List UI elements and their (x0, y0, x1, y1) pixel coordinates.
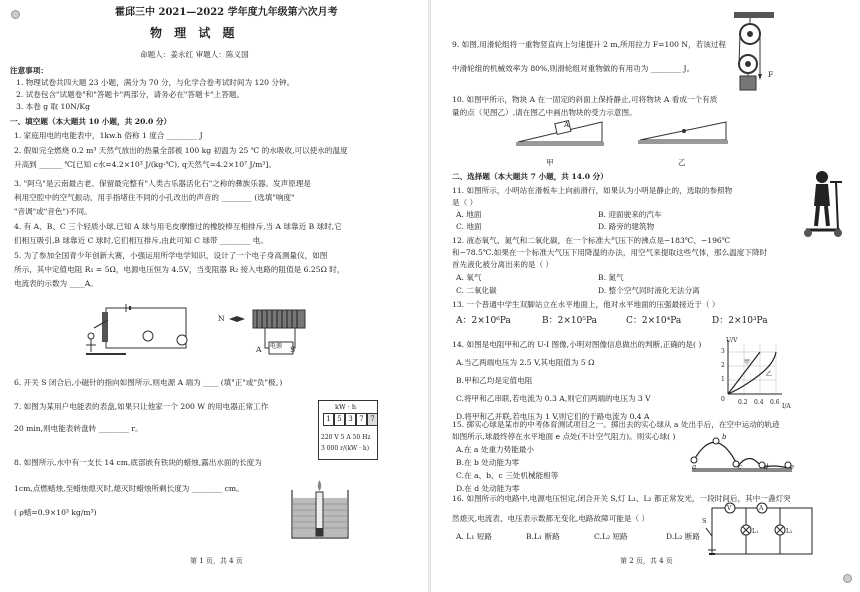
graph-y-label: U/V (726, 337, 738, 344)
meter-spec-voltage: 220 V 5 A 50 Hz (321, 434, 371, 441)
option-d: D.在 d 处动能为零 (456, 484, 520, 493)
note-line: 2. 试卷包含"试题卷"和"答题卡"两部分，请务必在"答题卡"上答题。 (16, 90, 245, 99)
option-d: D.L₂ 断路 (666, 532, 700, 541)
option-b: B. 迎面驶来的汽车 (598, 210, 662, 219)
question-7-line: 20 min,则电能表转盘转 ________ r。 (14, 424, 143, 433)
option-d: D：2×10³Pa (712, 316, 768, 326)
question-5-line: 电流表的示数为 ____A。 (14, 279, 98, 288)
height-meter-circuit-figure (86, 300, 196, 360)
series-label-yi: 乙 (766, 371, 773, 378)
exam-title: 霍邱三中 2021—2022 学年度九年级第六次月考 (115, 7, 338, 18)
option-c: C. 二氧化碳 (456, 286, 497, 295)
figure-label-jia: 甲 (546, 158, 554, 167)
question-3-line: 利用空腔中的空气振动，用手指堵住不同的小孔改出的声音的 ________ (选填"响度" (14, 193, 295, 202)
question-5-line: 5. 为了参加全国青少年创新大赛，小强运用所学电学知识，设计了一个电子身高测量仪，如图 (14, 251, 328, 260)
question-11-line: 11. 如图所示，小明站在滑板车上向前滑行，如果认为小明是静止的，选取的参照物 (452, 186, 733, 195)
question-16-line: 然熄灭,电流表、电压表示数都无变化,电路故障可能是（ ） (452, 514, 650, 523)
note-line: 3. 本卷 g 取 10N/Kg (16, 102, 90, 111)
block-a-label: A (564, 121, 570, 129)
option-b: B.甲和乙均是定值电阻 (456, 376, 533, 385)
question-1: 1. 家庭用电的电能表中，1kw.h 俗称 1 度合 ________ J (14, 131, 203, 140)
option-a: A.在 a 处重力势能最小 (456, 445, 535, 454)
ball-trajectory-figure (688, 430, 798, 476)
meter-digit: 1 (323, 413, 334, 426)
option-c: C：2×10⁴Pa (626, 316, 682, 326)
option-c: C.将甲和乙串联,若电流为 0.3 A,则它们两端的电压为 3 V (456, 394, 651, 403)
question-16-line: 16. 如图所示的电路中,电源电压恒定,闭合开关 S,灯 L₁、L₂ 都正常发光，一段时间后，其中一盏灯突 (452, 494, 791, 503)
question-15-line: 如图所示,球最终停在水平地面 e 点处(不计空气阻力)。则实心球( ) (452, 432, 676, 441)
option-b: B.在 b 处动能为零 (456, 458, 520, 467)
ammeter-label: A (759, 505, 764, 512)
track-label-e: e (790, 463, 795, 471)
graph-x-label: I/A (782, 403, 791, 410)
question-13: 13. 一个普通中学生双脚站立在水平地面上，他对水平地面的压强最接近于（ ） (452, 300, 720, 309)
question-8-line: ( ρ蜡=0.9×10³ kg/m³) (14, 508, 97, 517)
force-f-label: F (768, 70, 774, 79)
exam-page-2 (430, 0, 860, 592)
meter-unit: kW · h (335, 403, 357, 411)
meter-digit: 3 (345, 413, 356, 426)
option-a: A. L₁ 短路 (456, 532, 492, 541)
magnet-a-label: A (256, 345, 262, 354)
page-footer: 第 2 页，共 4 页 (620, 557, 673, 565)
meter-digit: 5 (334, 413, 345, 426)
question-14: 14. 如图是电阻甲和乙的 U-I 图像,小明对图像信息做出的判断,正确的是( ) (452, 340, 702, 349)
section-heading: 一、填空题（本大题共 10 小题，共 20.0 分） (10, 117, 172, 126)
question-12-line: 首先液化被分离出来的是（ ） (452, 260, 554, 269)
question-15-line: 15. 掷实心球是某市的中考体育测试项目之一。掷出去的实心球从 a 处出手后，在空中运动的轨迹 (452, 420, 780, 429)
pulley-system-figure (734, 12, 778, 96)
incline-yi-figure (638, 118, 730, 146)
magnet-n-label: N (218, 314, 225, 323)
question-8-line: 8. 如图所示,水中有一支长 14 cm,底部嵌有铁块的蜡烛,露出水面的长度为 (14, 458, 262, 467)
option-c: C.在 a、b、c 三处机械能相等 (456, 471, 559, 480)
meter-digit: 7 (367, 413, 378, 426)
option-b: B：2×10⁵Pa (542, 316, 597, 326)
graph-x-tick: 0.2 (738, 399, 748, 406)
question-3-line: "音调"或"音色")不同。 (14, 207, 92, 216)
lamp-l2-label: L₂ (786, 528, 793, 535)
candle-water-figure (290, 476, 350, 540)
question-11-line: 是（ ） (452, 198, 478, 207)
track-label-d: d (764, 463, 769, 471)
question-8-line: 1cm,点燃蜡烛,至蜡烛熄灭时,熄灭时蜡烛所剩长度为 ________ cm。 (14, 484, 244, 493)
option-d: D.将甲和乙并联,若电压为 1 V,则它们的干路电流为 0.4 A (456, 412, 650, 421)
graph-y-tick: 3 (721, 348, 725, 355)
track-label-c: c (738, 463, 742, 471)
lamp-l1-label: L₁ (752, 528, 759, 535)
question-2-line: 升高到 ______ ℃[已知 c水=4.2×10³ J/(kg·℃), q天然气=4.2×10⁷ J/m³]。 (14, 160, 276, 169)
option-d: D. 路旁的建筑物 (598, 222, 655, 231)
scooter-rider-figure (800, 168, 846, 238)
power-source-label: 电源 (270, 343, 283, 350)
option-b: B. 氮气 (598, 273, 624, 282)
graph-x-tick: 0.4 (754, 399, 764, 406)
question-4-line: 4. 有 A、B、C 三个轻质小球,已知 A 球与用毛皮摩擦过的橡胶棒互相排斥,当 A 球靠近 B 球时,它 (14, 222, 342, 231)
track-label-b: b (722, 433, 727, 441)
option-a: A. 地面 (456, 210, 482, 219)
meter-digits (323, 413, 378, 426)
graph-x-tick: 0.6 (770, 399, 780, 406)
question-10-line: 10. 如图甲所示，物块 A 在一固定的斜面上保持静止,可将物块 A 看成一个有质 (452, 95, 718, 104)
graph-origin: 0 (721, 396, 725, 403)
question-9-line: 中滑轮组的机械效率为 80%,则滑轮组对重物做的有用功为 ________ J。 (452, 64, 695, 73)
meter-spec-revs: 3 000 r/(kW · h) (321, 445, 370, 452)
question-9-line: 9. 如图,用滑轮组将一重物竖直向上匀速提升 2 m,所用拉力 F=100 N，若该过程 (452, 40, 726, 49)
figure-label-yi: 乙 (678, 158, 686, 167)
option-a: A.当乙两端电压为 2.5 V,其电阻值为 5 Ω (456, 358, 595, 367)
question-5-line: 所示，其中定值电阻 R₁ = 5Ω，电源电压恒为 4.5V，当变阻器 R₂ 接入电路的阻值是 6.25Ω 时， (14, 265, 345, 274)
exam-authors: 命题人：姜永红 审题人：陈义国 (140, 50, 249, 59)
option-a: A. 氧气 (456, 273, 482, 282)
notes-heading: 注意事项： (10, 66, 48, 75)
option-a: A：2×10⁶Pa (456, 316, 511, 326)
option-c: C.L₂ 短路 (594, 532, 628, 541)
electromagnet-figure (225, 306, 315, 361)
question-3-line: 3. "阿乌"是云南最古老、保留最完整有"人类古乐器活化石"之称的彝族乐器。发声原理是 (14, 179, 312, 188)
series-label-jia: 甲 (744, 359, 751, 366)
option-b: B.L₁ 断路 (526, 532, 560, 541)
question-2-line: 2. 假如完全燃烧 0.2 m³ 天然气放出的热量全部被 100 kg 初温为 25 ℃ 的水吸收,可以使水的温度 (14, 146, 348, 155)
meter-digit: 7 (356, 413, 367, 426)
graph-y-tick: 1 (721, 376, 725, 383)
voltmeter-label: V (727, 505, 732, 512)
section-heading: 二、选择题（本大题共 7 小题，共 14.0 分） (452, 172, 608, 181)
page-footer: 第 1 页，共 4 页 (190, 557, 243, 565)
graph-y-tick: 2 (721, 362, 725, 369)
question-7-line: 7. 如图为某用户电能表的表盘,如果只让他家一个 200 W 的用电器正常工作 (14, 402, 269, 411)
question-4-line: 们相互吸引,B 球靠近 C 球时,它们相互排斥,由此可知 C 球带 ________ 电。 (14, 236, 268, 245)
magnet-s-label: S (290, 345, 296, 354)
circuit-switch-label: S (702, 517, 707, 525)
question-10-line: 量的点（见图乙）,请在图乙中画出物块的受力示意图。 (452, 108, 637, 117)
question-6: 6. 开关 S 闭合后,小磁针的指向如图所示,则电源 A 端为 ____ (填"正"或"负"极。) (14, 378, 283, 387)
track-label-a: a (692, 463, 697, 471)
exam-subject: 物 理 试 题 (150, 26, 239, 40)
question-12-line: 和−78.5℃.如果在一个标准大气压下用降温的办法，用空气来提取这些气体，那么温度下降时 (452, 248, 768, 257)
option-c: C. 地面 (456, 222, 482, 231)
energy-meter-dial (318, 400, 378, 460)
option-d: D. 整个空气同时液化无法分离 (598, 286, 700, 295)
incline-jia-figure (516, 116, 606, 148)
note-line: 1. 物理试卷共四大题 23 小题，满分为 70 分，与化学合卷考试时间为 120 分钟。 (16, 78, 295, 87)
question-12-line: 12. 液态氧气、氮气和二氧化碳，在一个标准大气压下的沸点是−183℃、−196℃ (452, 236, 731, 245)
